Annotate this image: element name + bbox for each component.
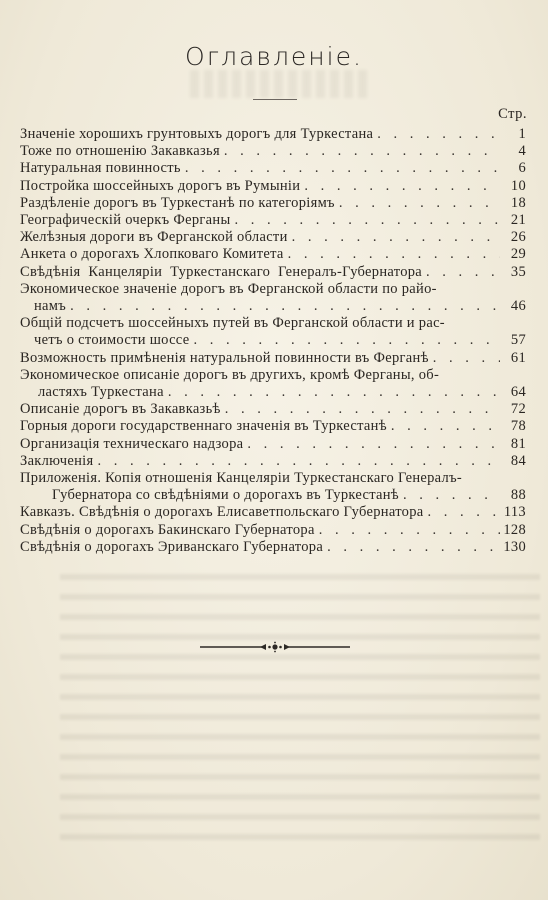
- toc-entry-title: Желѣзныя дороги въ Ферганской области: [20, 229, 288, 246]
- toc-entry: [20, 350, 526, 367]
- toc-entry: [20, 143, 526, 160]
- dot-leader: [399, 487, 500, 504]
- toc-entry-page: 29: [510, 246, 526, 263]
- toc-entry-title: Свѣдѣнія о дорогахъ Эриванскаго Губернатора: [20, 538, 324, 555]
- dot-leader: [422, 264, 500, 281]
- dot-leader: [181, 160, 500, 177]
- toc-entry: [20, 264, 526, 281]
- toc-entry-title: Значеніе хорошихъ грунтовыхъ дорогъ для Туркестана: [20, 126, 374, 142]
- dot-leader: [300, 178, 500, 195]
- toc-entry-title: Организація техническаго надзора: [20, 435, 244, 452]
- toc-entry-page: 113: [503, 504, 526, 521]
- toc-entry-title: Натуральная повинность: [20, 160, 181, 177]
- title-underline-rule: [253, 99, 297, 100]
- toc-entry-page: 81: [510, 435, 526, 452]
- toc-entry-page: 130: [503, 538, 526, 555]
- toc-entry-title: Кавказъ. Свѣдѣнія о дорогахъ Елисаветпольскаго Губернатора: [20, 504, 424, 521]
- toc-entry-page: 35: [510, 263, 526, 280]
- toc-entry: [20, 195, 526, 212]
- dot-leader: [189, 332, 500, 349]
- dot-leader: [429, 350, 500, 367]
- toc-entry-title: Приложенія. Копія отношенія Канцеляріи Туркестанскаго Генералъ-: [20, 470, 462, 487]
- toc-entry: [20, 246, 526, 263]
- toc-entry-title: Постройка шоссейныхъ дорогъ въ Румыніи: [20, 177, 301, 194]
- toc-entry: [20, 453, 526, 470]
- toc-entry-title-continuation: ластяхъ Туркестана: [38, 384, 164, 401]
- toc-entry-title-continuation: четъ о стоимости шоссе: [34, 332, 190, 349]
- toc-entry-title: Свѣдѣнія Канцеляріи Туркестанскаго Генералъ-Губернатора: [20, 263, 423, 280]
- toc-entry: [20, 418, 526, 435]
- toc-entry-title: Заключенія: [20, 452, 94, 469]
- dot-leader: [93, 453, 500, 470]
- toc-entry-title: Горныя дороги государственнаго значенія въ Туркестанѣ: [20, 418, 387, 435]
- dot-leader: [284, 246, 500, 263]
- toc-entry-title: Описаніе дорогъ въ Закавказьѣ: [20, 401, 221, 418]
- dot-leader: [220, 143, 500, 160]
- dot-leader: [424, 504, 500, 521]
- dot-leader: [323, 539, 500, 556]
- toc-entry-page: 4: [518, 143, 526, 160]
- toc-entry-title: Географическій очеркъ Ферганы: [20, 212, 231, 229]
- table-of-contents: [20, 126, 526, 556]
- toc-entry-title: Анкета о дорогахъ Хлопковаго Комитета: [20, 246, 284, 263]
- dot-leader: [387, 418, 500, 435]
- toc-entry: [20, 504, 526, 521]
- toc-entry: [20, 229, 526, 246]
- dot-leader: [230, 212, 500, 229]
- page-title: Оглавленіе.: [185, 42, 363, 71]
- toc-entry: [20, 126, 526, 143]
- toc-entry-title: Экономическое описаніе дорогъ въ другихъ, кромѣ Ферганы, об-: [20, 366, 440, 383]
- toc-entry: [20, 539, 526, 556]
- decorative-ornament: [200, 640, 350, 654]
- toc-entry: [20, 401, 526, 418]
- toc-entry: [20, 522, 526, 539]
- toc-entry: [20, 367, 526, 401]
- page-column-header: Стр.: [498, 106, 527, 122]
- toc-entry-page: 1: [518, 126, 526, 142]
- toc-entry-title: Тоже по отношенію Закавказья: [20, 143, 220, 160]
- dot-leader: [373, 126, 500, 143]
- toc-entry-page: 57: [510, 332, 526, 349]
- dot-leader: [335, 195, 500, 212]
- toc-entry: [20, 470, 526, 504]
- dot-leader: [243, 436, 500, 453]
- dot-leader: [288, 229, 500, 246]
- toc-entry-page: 84: [510, 452, 526, 469]
- dot-leader: [221, 401, 500, 418]
- show-through-text-bottom: [60, 560, 540, 850]
- toc-entry-page: 88: [510, 487, 526, 504]
- toc-entry-title-continuation: намъ: [34, 298, 67, 315]
- toc-entry-title: Общій подсчетъ шоссейныхъ путей въ Ферганской области и рас-: [20, 315, 445, 332]
- toc-entry-title: Возможность примѣненія натуральной повинности въ Ферганѣ: [20, 349, 429, 366]
- show-through-text-top: [190, 70, 370, 98]
- toc-entry-page: 78: [510, 418, 526, 435]
- toc-entry: [20, 160, 526, 177]
- toc-entry: [20, 212, 526, 229]
- toc-entry-page: 128: [503, 521, 526, 538]
- dot-leader: [66, 298, 500, 315]
- toc-entry-page: 10: [510, 177, 526, 194]
- toc-entry: [20, 178, 526, 195]
- dot-leader: [164, 384, 500, 401]
- toc-entry-page: 72: [510, 401, 526, 418]
- toc-entry: [20, 315, 526, 349]
- toc-entry-page: 18: [510, 194, 526, 211]
- toc-entry: [20, 281, 526, 315]
- toc-entry-page: 21: [510, 212, 526, 229]
- toc-entry-page: 26: [510, 229, 526, 246]
- toc-entry-title: Свѣдѣнія о дорогахъ Бакинскаго Губернатора: [20, 521, 315, 538]
- dot-leader: [315, 522, 500, 539]
- toc-entry-title-continuation: Губернатора со свѣдѣніями о дорогахъ въ Туркестанѣ: [52, 487, 399, 504]
- toc-entry-title: Экономическое значеніе дорогъ въ Ферганской области по райо-: [20, 280, 437, 297]
- toc-entry-page: 64: [510, 384, 526, 401]
- toc-entry-page: 61: [510, 349, 526, 366]
- toc-entry: [20, 436, 526, 453]
- toc-entry-page: 46: [510, 298, 526, 315]
- toc-entry-page: 6: [518, 160, 526, 177]
- toc-entry-title: Раздѣленіе дорогъ въ Туркестанѣ по категоріямъ: [20, 194, 335, 211]
